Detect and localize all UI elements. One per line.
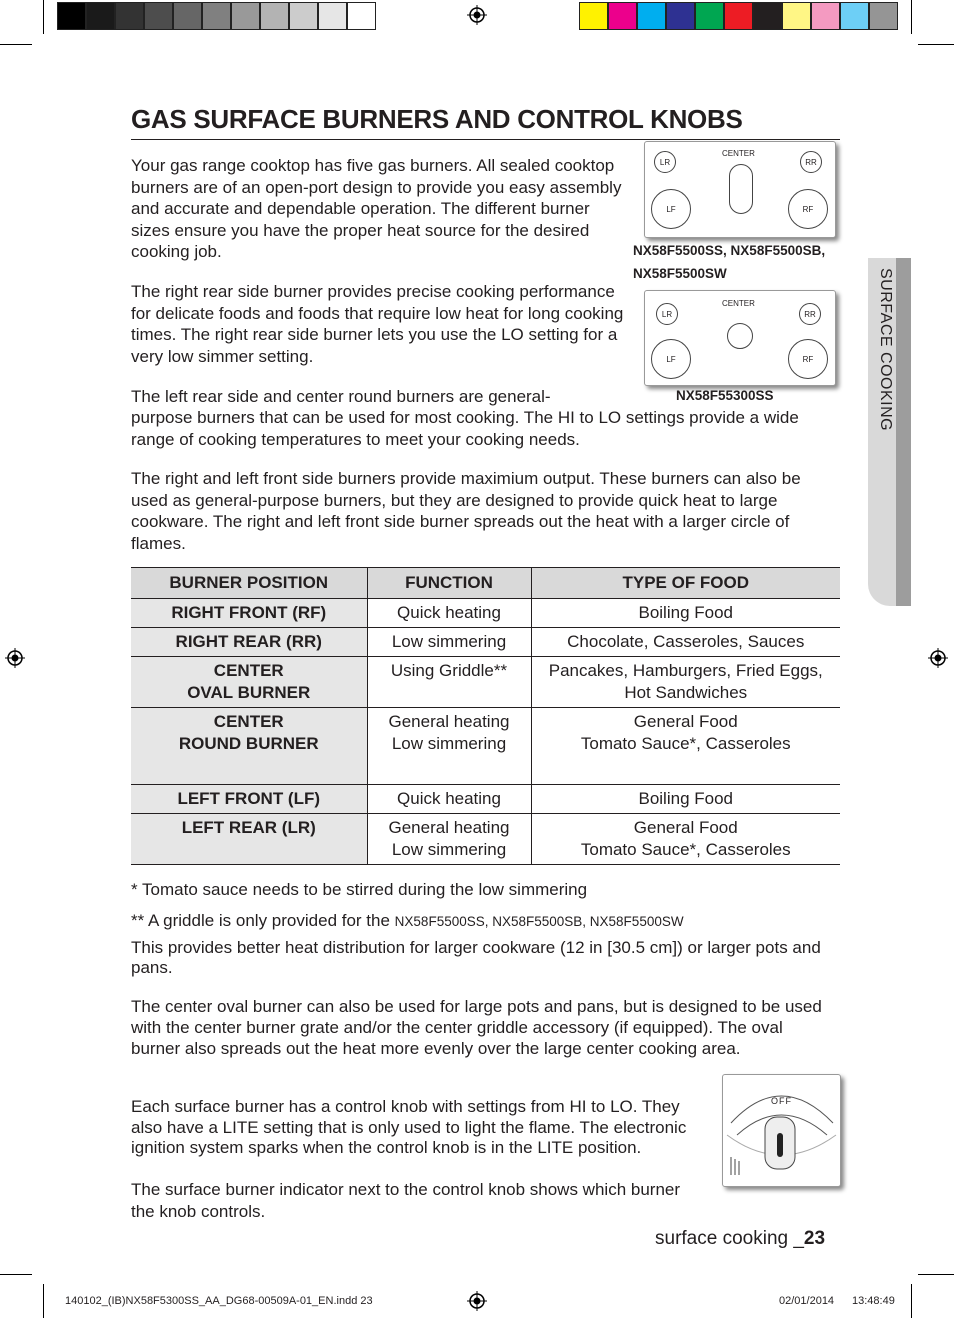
footer-date: 02/01/2014	[779, 1295, 835, 1307]
table-cell-line: General Food	[633, 712, 738, 731]
table-header-cell: FUNCTION	[367, 568, 531, 599]
color-swatch	[608, 2, 637, 30]
control-knob-icon	[723, 1075, 840, 1186]
color-swatch	[869, 2, 898, 30]
diagram2-caption: NX58F55300SS	[676, 388, 774, 403]
indicator-paragraph: The surface burner indicator next to the control knob shows which burner the knob controls.	[131, 1180, 681, 1221]
color-swatch	[840, 2, 869, 30]
table-cell-line: RIGHT FRONT (RF)	[171, 603, 327, 622]
table-cell-line: CENTER	[213, 661, 284, 680]
crop-mark	[0, 44, 32, 45]
table-cell-line: Low simmering	[391, 840, 507, 859]
table-cell-line: General heating	[388, 712, 510, 731]
control-knob-paragraph: Each surface burner has a control knob with settings from HI to LO. They also have a LITE setting that is only used to light the flame. The electronic ignition system sparks when the control knob is in the LITE position.	[131, 1097, 687, 1157]
table-cell-position	[131, 785, 367, 814]
heat-distribution-paragraph: This provides better heat distribution for larger cookware (12 in [30.5 cm]) or larger pots and pans.	[131, 938, 821, 977]
color-swatch	[782, 2, 811, 30]
burner-center-round	[727, 323, 753, 349]
page-footer	[655, 1228, 825, 1250]
front-burners-paragraph: The right and left front side burners provide maximium output. These burners can also be used as general-purpose burners, but they are designed to provide quick heat to large cookware. The right and left front side burner spreads out the heat with a larger circle of flames.	[131, 469, 801, 553]
color-swatch	[695, 2, 724, 30]
left-rear-paragraph-rest: purpose burners that can be used for most cooking. The HI to LO settings provide a wide range of cooking temperatures to meet your cooking needs.	[131, 408, 799, 449]
gray-swatch	[202, 2, 231, 30]
table-cell-function	[367, 785, 531, 814]
gray-swatch	[144, 2, 173, 30]
section-side-tab-label: SURFACE COOKING	[877, 268, 894, 432]
table-cell-function	[367, 657, 531, 708]
table-cell-line: General Food	[633, 818, 738, 837]
color-swatch	[724, 2, 753, 30]
table-row	[131, 708, 840, 785]
gray-swatch	[115, 2, 144, 30]
crop-mark	[911, 1284, 912, 1318]
oval-burner-paragraph: The center oval burner can also be used for large pots and pans, but is designed to be used with the center burner grate and/or the center griddle accessory (if equipped). The oval burner also spreads out the heat more evenly over the large center cooking area.	[131, 997, 822, 1058]
table-cell-line: General heating	[388, 818, 510, 837]
table-cell-line: Low simmering	[391, 734, 507, 753]
gray-swatch	[231, 2, 260, 30]
griddle-note-models: NX58F5500SS, NX58F5500SB, NX58F5500SW	[394, 914, 684, 929]
table-cell-line: Using Griddle**	[390, 661, 508, 680]
griddle-note-prefix: ** A griddle is only provided for the	[131, 911, 390, 930]
color-swatch	[579, 2, 608, 30]
title-rule	[131, 139, 840, 140]
table-header-row	[131, 568, 840, 599]
table-row	[131, 814, 840, 865]
table-row	[131, 628, 840, 657]
table-cell-function	[367, 628, 531, 657]
table-cell-line: Boiling Food	[638, 789, 733, 808]
gray-swatch	[173, 2, 202, 30]
table-cell-food	[531, 599, 840, 628]
table-cell-function	[367, 708, 531, 785]
crop-mark	[918, 1274, 954, 1275]
cooktop-diagram-round-center	[644, 290, 836, 386]
table-row	[131, 657, 840, 708]
griddle-note	[131, 910, 831, 933]
table-header-cell: TYPE OF FOOD	[531, 568, 840, 599]
page-number: 23	[803, 1228, 826, 1249]
table-cell-line: Hot Sandwiches	[624, 683, 748, 702]
diagram1-caption-line2: NX58F5500SW	[633, 266, 727, 281]
table-cell-line: Tomato Sauce*, Casseroles	[580, 840, 791, 859]
table-cell-food	[531, 657, 840, 708]
crop-mark	[911, 0, 912, 34]
table-cell-position	[131, 657, 367, 708]
gray-swatch	[86, 2, 115, 30]
registration-mark-icon	[467, 1291, 487, 1311]
control-knob-illustration	[722, 1074, 841, 1187]
table-cell-line: Tomato Sauce*, Casseroles	[580, 734, 791, 753]
tomato-note: * Tomato sauce needs to be stirred during the low simmering	[131, 880, 588, 899]
gray-swatch	[347, 2, 376, 30]
table-cell-function	[367, 814, 531, 865]
table-cell-line: LEFT REAR (LR)	[181, 818, 316, 837]
crop-mark	[43, 0, 44, 34]
burner-lr: LR	[656, 303, 678, 325]
color-swatch	[666, 2, 695, 30]
crop-mark	[0, 1274, 32, 1275]
table-cell-line: Quick heating	[397, 789, 501, 808]
table-cell-line: Boiling Food	[638, 603, 733, 622]
burner-center-label: CENTER	[722, 299, 755, 308]
table-cell-position	[131, 814, 367, 865]
burner-lf: LF	[651, 189, 691, 229]
gray-swatch	[289, 2, 318, 30]
color-swatch	[637, 2, 666, 30]
table-cell-position	[131, 599, 367, 628]
table-row	[131, 785, 840, 814]
gray-swatch	[260, 2, 289, 30]
intro-paragraph: Your gas range cooktop has five gas burners. All sealed cooktop burners are of an open-port design to provide you easy assembly and accurate and dependable operation. The different burner sizes ensure you have the proper heat source for the desired cooking job.	[131, 156, 622, 261]
table-cell-line: CENTER	[213, 712, 284, 731]
registration-mark-icon	[467, 5, 487, 25]
knob-off-label: OFF	[771, 1096, 792, 1106]
burner-rf: RF	[788, 189, 828, 229]
table-cell-line: RIGHT REAR (RR)	[175, 632, 322, 651]
burner-rf: RF	[788, 339, 828, 379]
page-title: GAS SURFACE BURNERS AND CONTROL KNOBS	[131, 104, 743, 134]
burner-center-oval	[729, 164, 753, 214]
table-cell-function	[367, 599, 531, 628]
color-swatch	[753, 2, 782, 30]
table-cell-food	[531, 628, 840, 657]
registration-mark-icon	[5, 648, 25, 668]
section-side-tab-edge	[896, 258, 911, 606]
gray-swatch	[57, 2, 86, 30]
table-row	[131, 599, 840, 628]
burner-lf: LF	[651, 339, 691, 379]
table-cell-line: Chocolate, Casseroles, Sauces	[567, 632, 805, 651]
footer-time: 13:48:49	[852, 1295, 895, 1307]
table-cell-line: Quick heating	[397, 603, 501, 622]
table-cell-line: OVAL BURNER	[187, 683, 311, 702]
right-rear-paragraph: The right rear side burner provides precise cooking performance for delicate foods and foods that require low heat for long cooking times. The right rear side burner lets you use the LO setting for a very low simmer setting.	[131, 282, 624, 366]
color-swatch	[811, 2, 840, 30]
table-cell-food	[531, 814, 840, 865]
table-cell-line: ROUND BURNER	[178, 734, 319, 753]
footer-section-label: surface cooking _	[655, 1228, 804, 1249]
diagram1-caption-line1: NX58F5500SS, NX58F5500SB,	[633, 243, 826, 258]
crop-mark	[43, 1284, 44, 1318]
table-cell-food	[531, 708, 840, 785]
cooktop-diagram-griddle-models	[644, 141, 836, 238]
burner-function-table	[131, 567, 840, 865]
table-cell-food	[531, 785, 840, 814]
footer-file-name: 140102_(IB)NX58F5300SS_AA_DG68-00509A-01_EN.indd 23	[65, 1295, 373, 1307]
table-header-cell: BURNER POSITION	[131, 568, 367, 599]
burner-lr: LR	[654, 151, 676, 173]
crop-mark	[918, 44, 954, 45]
registration-mark-icon	[928, 648, 948, 668]
gray-swatch	[318, 2, 347, 30]
table-cell-line: Low simmering	[391, 632, 507, 651]
left-rear-paragraph-line1: The left rear side and center round burners are general-	[131, 387, 551, 406]
table-cell-position	[131, 708, 367, 785]
table-cell-line: LEFT FRONT (LF)	[177, 789, 321, 808]
table-cell-line: Pancakes, Hamburgers, Fried Eggs,	[548, 661, 823, 680]
burner-rr: RR	[800, 151, 822, 173]
burner-rr: RR	[799, 303, 821, 325]
burner-center-label: CENTER	[722, 149, 755, 158]
table-cell-position	[131, 628, 367, 657]
